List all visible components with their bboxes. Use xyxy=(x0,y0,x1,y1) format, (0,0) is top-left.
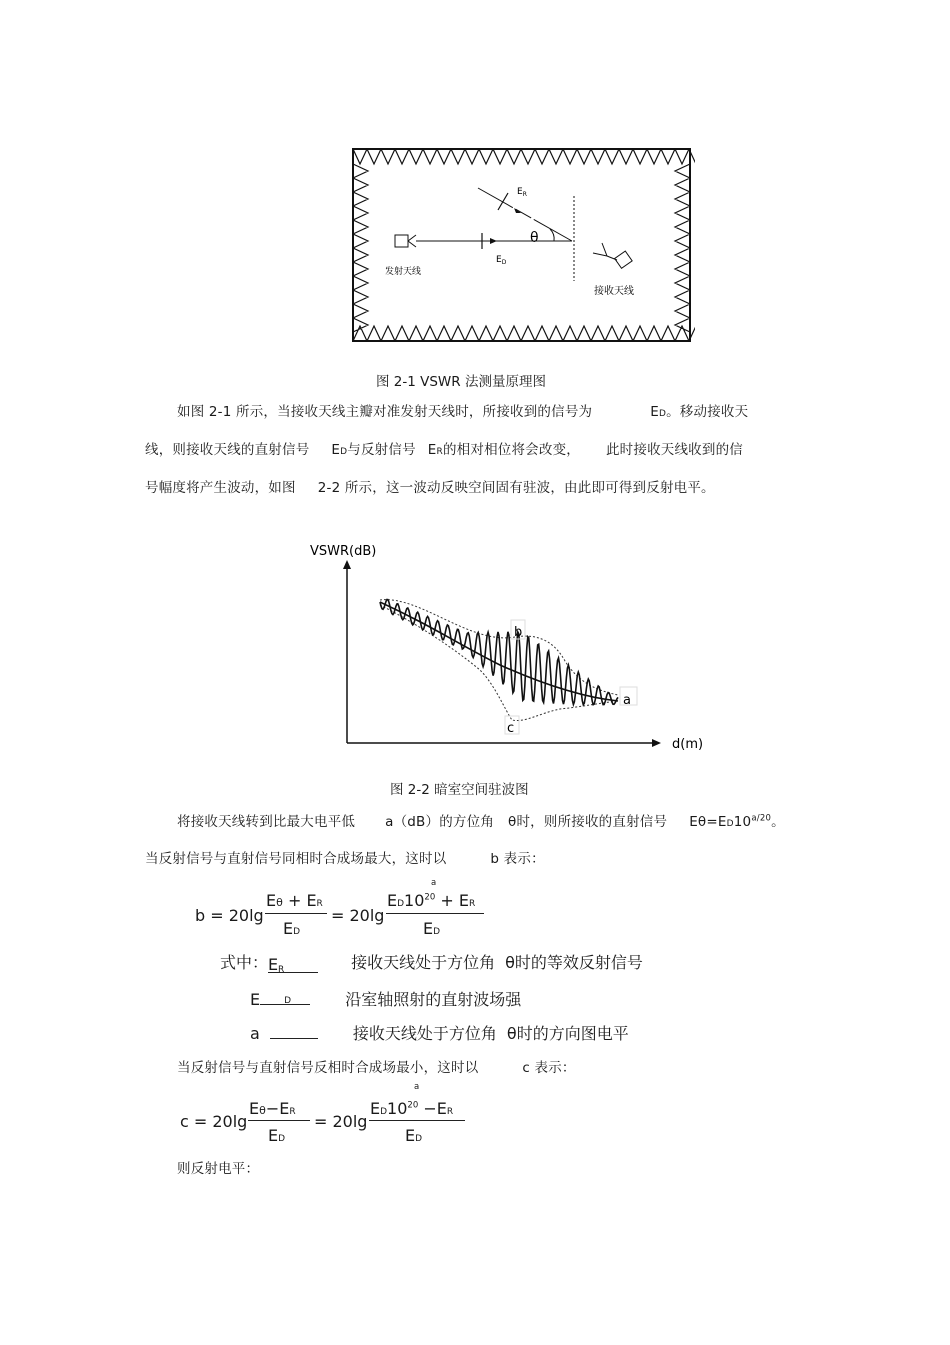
x-axis-label: d(m) xyxy=(672,737,704,752)
paragraph-1-line-1: 如图 2-1 所示，当接收天线主瓣对准发射天线时，所接收到的信号为 ED。移动接收天 xyxy=(177,404,749,420)
reflected-ray-marker xyxy=(498,193,508,210)
equation-c-rhs: = 20lg xyxy=(314,1112,368,1131)
point-a-label: a xyxy=(623,693,631,708)
equation-c-exponent-a: a xyxy=(414,1082,420,1092)
paragraph-1-line-2: 线，则接收天线的直射信号 ED与反射信号 ER的相对相位将会改变， 此时接收天线收到的信 xyxy=(145,442,743,458)
transmit-antenna-icon xyxy=(395,235,408,247)
direct-ray-arrow xyxy=(490,238,497,244)
paragraph-1-line-3: 号幅度将产生波动，如图 2-2 所示，这一波动反映空间固有驻波，由此即可得到反射电平。 xyxy=(145,480,715,496)
transmit-horn-icon xyxy=(408,235,416,247)
equation-b-denominator-2: ED xyxy=(423,919,441,938)
label-theta: θ xyxy=(530,230,539,246)
paragraph-2-line-1: 将接收天线转到比最大电平低 a（dB）的方位角 θ时，则所接收的直射信号 $E\theta=ED10^{a/20}$。 xyxy=(177,813,785,830)
figure-2-2-caption: 图 2-2 暗室空间驻波图 xyxy=(390,782,529,798)
paragraph-3-line-1: 当反射信号与直射信号反相时合成场最小，这时以 c 表示： xyxy=(177,1060,576,1076)
standing-wave-curve xyxy=(380,600,618,705)
equation-c-denominator-1: ED xyxy=(268,1126,286,1145)
figure-2-1-caption: 图 2-1 VSWR 法测量原理图 xyxy=(376,374,546,390)
rx-antenna-label: 接收天线 xyxy=(594,286,634,297)
equation-c-lhs: c = 20lg xyxy=(180,1112,248,1131)
equation-b-numerator-1: Eθ + ER xyxy=(266,891,323,910)
label-ed: $E_D$ xyxy=(496,255,507,266)
paragraph-2-line-2: 当反射信号与直射信号同相时合成场最大，这时以 b 表示： xyxy=(145,851,545,867)
absorber-wedge-path xyxy=(353,149,695,341)
label-er: $E_R$ xyxy=(517,187,527,198)
paragraph-4-line-1: 则反射电平： xyxy=(177,1161,260,1177)
equation-b-rhs: = 20lg xyxy=(331,906,385,925)
reflected-ray-arrow xyxy=(514,208,521,213)
y-axis-label: VSWR(dB) xyxy=(310,544,377,559)
equation-b-denominator-1: ED xyxy=(283,919,301,938)
equation-c-numerator-1: Eθ−ER xyxy=(249,1099,296,1118)
equation-c xyxy=(180,1080,500,1150)
point-b-label: b xyxy=(514,625,523,640)
equation-b xyxy=(195,878,515,948)
figure-2-1-diagram xyxy=(350,146,695,344)
definition-er: 式中： E R 接收天线处于方位角 θ时的等效反射信号 xyxy=(220,953,643,975)
equation-b-exponent-a: a xyxy=(431,878,437,888)
equation-b-lhs: b = 20lg xyxy=(195,906,264,925)
point-c-label: c xyxy=(507,721,515,736)
y-axis-arrow xyxy=(343,560,351,569)
definition-a: a 接收天线处于方位角 θ时的方向图电平 xyxy=(250,1024,629,1043)
absorber-wedges xyxy=(353,149,695,341)
figure-2-2-plot xyxy=(300,535,730,755)
equation-b-numerator-2: $ED10^{20}$ + ER xyxy=(387,891,476,910)
definition-ed: E D 沿室轴照射的直射波场强 xyxy=(250,990,522,1009)
receive-antenna-icon xyxy=(615,251,633,268)
equation-c-numerator-2: $ED10^{20} -ER$ xyxy=(370,1099,454,1118)
equation-c-denominator-2: ED xyxy=(405,1126,423,1145)
tx-antenna-label: 发射天线 xyxy=(385,267,422,277)
receive-horn-icon xyxy=(593,243,607,256)
x-axis-arrow xyxy=(652,739,661,747)
